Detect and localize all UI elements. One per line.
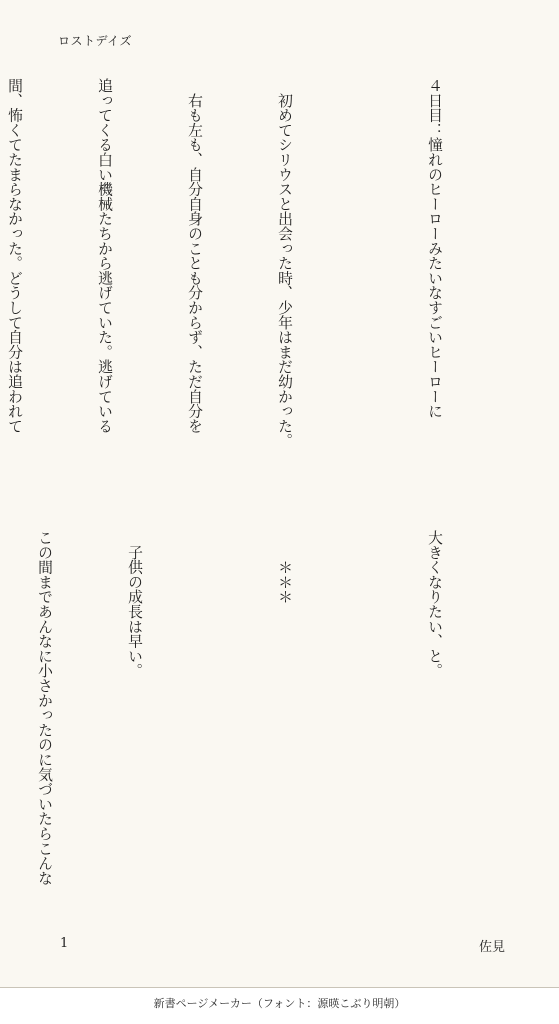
text-line: 子供の成長は早い。 — [126, 530, 143, 678]
text-line: 間、怖くてたまらなかった。どうして自分は追われて — [6, 78, 23, 434]
book-title: ロストデイズ — [58, 34, 133, 48]
text-line: この間まであんなに小さかったのに気づいたらこんな — [36, 530, 53, 886]
lower-text-block — [0, 530, 509, 936]
text-line: ＊＊＊ — [276, 530, 293, 604]
text-line: 追ってくる白い機械たちから逃げていた。逃げている — [96, 78, 113, 434]
text-line: 大きくなりたい、と。 — [426, 530, 443, 678]
text-line: 初めてシリウスと出会った時、少年はまだ幼かった。 — [276, 78, 293, 448]
author-name: 佐見 — [478, 940, 505, 955]
text-line: 右も左も、自分自身のことも分からず、ただ自分を — [186, 78, 203, 434]
upper-text-block — [0, 78, 509, 484]
page-number: 1 — [60, 936, 69, 951]
generator-credit: 新書ページメーカー（フォント：源暎こぶり明朝） — [153, 997, 406, 1010]
text-line: ４日目：憧れのヒーローみたいなすごいヒーローに — [426, 78, 443, 419]
